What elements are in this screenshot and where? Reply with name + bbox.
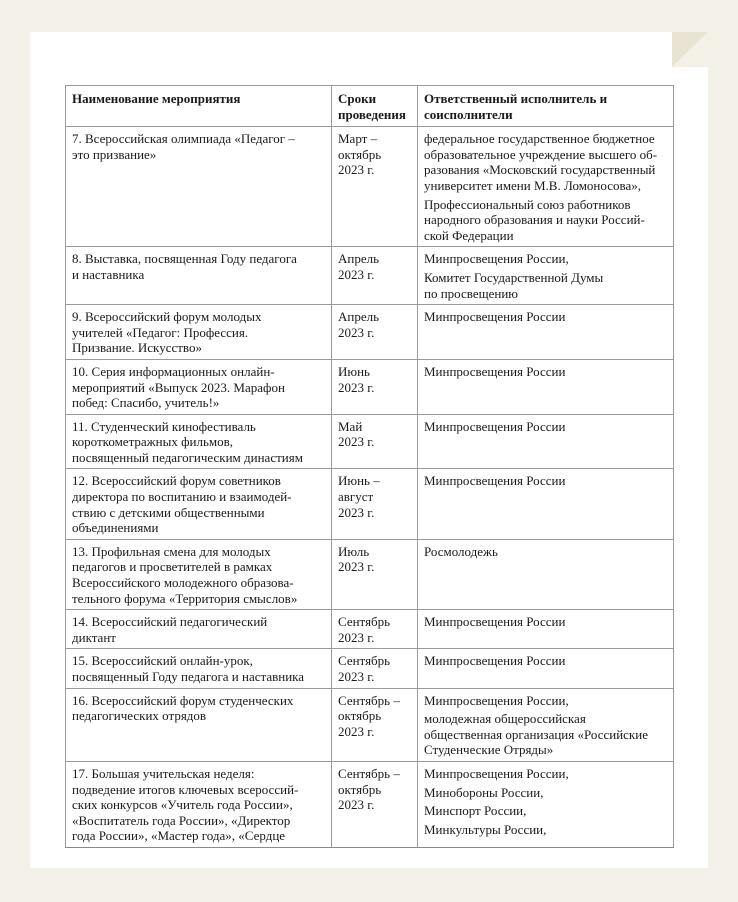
table-row: [66, 127, 674, 247]
responsible-entry: [424, 251, 667, 267]
dates-cell: [332, 305, 418, 360]
event-name-line: 15. Всероссийский онлайн-урок,: [72, 653, 253, 669]
event-name-line: и наставника: [72, 266, 145, 282]
dates-line: 2023 г.: [338, 162, 375, 178]
responsible-line: Минпросвещения России: [424, 309, 566, 325]
responsible-entry: [424, 614, 667, 630]
responsible-line: Студенческие Отряды»: [424, 742, 554, 758]
event-name-line: ствию с детскими общественными: [72, 504, 265, 520]
dates-line: октябрь: [338, 708, 382, 724]
event-name-line: 11. Студенческий кинофестиваль: [72, 418, 256, 434]
event-name-line: «Воспитатель года России», «Директор: [72, 812, 291, 828]
responsible-entry: [424, 766, 667, 782]
dates-cell: [332, 359, 418, 414]
responsible-entry: [424, 309, 667, 325]
dates-line: Июнь –: [338, 473, 380, 489]
dates-cell: [332, 414, 418, 469]
event-name-line: года России», «Мастер года», «Сердце: [72, 828, 286, 844]
responsible-entry: [424, 197, 667, 244]
dates-cell: [332, 649, 418, 688]
dates-line: Март –: [338, 131, 378, 147]
event-name-cell: [66, 127, 332, 247]
responsible-entry: [424, 822, 667, 838]
header-event-name-text: Наименование мероприятия: [72, 91, 241, 106]
responsible-entry: [424, 419, 667, 435]
dates-line: 2023 г.: [338, 723, 375, 739]
dates-cell: [332, 539, 418, 609]
responsible-line: университет имени М.В. Ломоносова»,: [424, 177, 641, 193]
event-name-line: 8. Выставка, посвященная Году педагога: [72, 251, 297, 267]
event-name-line: Призвание. Искусство»: [72, 340, 202, 356]
responsible-line: молодежная общероссийская: [424, 711, 586, 727]
responsible-line: Минпросвещения России: [424, 363, 566, 379]
responsible-line: федеральное государственное бюджетное: [424, 131, 655, 147]
event-name-cell: [66, 414, 332, 469]
event-name-line: педагогов и просветителей в рамках: [72, 559, 273, 575]
dates-line: 2023 г.: [338, 629, 375, 645]
dates-line: Сентябрь: [338, 614, 391, 630]
dates-line: август: [338, 489, 374, 505]
dates-line: 2023 г.: [338, 504, 375, 520]
event-name-line: директора по воспитанию и взаимодей-: [72, 489, 292, 505]
responsible-cell: [418, 247, 674, 305]
table-row: [66, 359, 674, 414]
responsible-entry: [424, 653, 667, 669]
dates-line: 2023 г.: [338, 669, 375, 684]
event-name-line: диктант: [72, 629, 116, 645]
responsible-cell: [418, 761, 674, 847]
responsible-entry: [424, 364, 667, 380]
responsible-line: Минпросвещения России: [424, 418, 566, 434]
table-header-row: [66, 86, 674, 127]
dates-line: Апрель: [338, 251, 380, 267]
header-dates-line: проведения: [338, 106, 406, 122]
responsible-cell: [418, 305, 674, 360]
responsible-line: Минпросвещения России,: [424, 251, 569, 267]
header-dates-line: Сроки: [338, 91, 377, 106]
events-table: [65, 85, 674, 848]
dates-cell: [332, 610, 418, 649]
dates-line: Сентябрь: [338, 653, 391, 669]
dates-line: 2023 г.: [338, 797, 375, 813]
responsible-cell: [418, 414, 674, 469]
responsible-cell: [418, 649, 674, 688]
event-name-line: подведение итогов ключевых всероссий-: [72, 781, 299, 797]
dates-line: 2023 г.: [338, 559, 375, 575]
responsible-entry: [424, 711, 667, 758]
event-name-line: 16. Всероссийский форум студенческих: [72, 692, 294, 708]
header-responsible: [418, 86, 674, 127]
responsible-line: Комитет Государственной Думы: [424, 269, 604, 285]
dates-line: октябрь: [338, 146, 382, 162]
dates-line: Сентябрь –: [338, 765, 400, 781]
responsible-cell: [418, 610, 674, 649]
responsible-entry: [424, 803, 667, 819]
responsible-cell: [418, 688, 674, 761]
table-row: [66, 610, 674, 649]
event-name-line: посвященный Году педагога и наставника: [72, 669, 305, 684]
responsible-line: Росмолодежь: [424, 543, 498, 559]
responsible-entry: [424, 270, 667, 301]
dates-cell: [332, 688, 418, 761]
responsible-line: общественная организация «Российские: [424, 726, 648, 742]
responsible-line: Минспорт России,: [424, 803, 527, 819]
responsible-line: ской Федерации: [424, 227, 514, 243]
responsible-line: Минпросвещения России: [424, 473, 566, 489]
event-name-line: это призвание»: [72, 146, 157, 162]
responsible-line: Минобороны России,: [424, 784, 544, 800]
responsible-line: образовательное учреждение высшего об-: [424, 146, 658, 162]
responsible-line: Минпросвещения России,: [424, 692, 569, 708]
table-row: [66, 305, 674, 360]
responsible-line: Минпросвещения России: [424, 653, 566, 669]
table-row: [66, 688, 674, 761]
event-name-line: Всероссийского молодежного образова-: [72, 575, 294, 591]
dates-cell: [332, 469, 418, 539]
event-name-line: 7. Всероссийская олимпиада «Педагог –: [72, 131, 295, 147]
event-name-line: 13. Профильная смена для молодых: [72, 543, 271, 559]
table-row: [66, 761, 674, 847]
dates-line: 2023 г.: [338, 379, 375, 395]
table-body: [66, 127, 674, 848]
event-name-line: 10. Серия информационных онлайн-: [72, 363, 275, 379]
responsible-entry: [424, 131, 667, 193]
table-row: [66, 469, 674, 539]
document-page: [30, 32, 708, 868]
dates-cell: [332, 761, 418, 847]
responsible-entry: [424, 473, 667, 489]
event-name-line: мероприятий «Выпуск 2023. Марафон: [72, 379, 285, 395]
dates-line: 2023 г.: [338, 434, 375, 450]
dates-line: октябрь: [338, 781, 382, 797]
header-responsible-line: и соисполнители: [424, 91, 608, 122]
responsible-line: народного образования и науки Россий-: [424, 212, 645, 228]
event-name-cell: [66, 539, 332, 609]
event-name-line: 12. Всероссийский форум советников: [72, 473, 281, 489]
event-name-cell: [66, 469, 332, 539]
header-event-name: [66, 86, 332, 127]
responsible-line: по просвещению: [424, 285, 518, 301]
event-name-line: 17. Большая учительская неделя:: [72, 765, 255, 781]
dates-line: Июль: [338, 543, 370, 559]
event-name-line: 14. Всероссийский педагогический: [72, 614, 268, 630]
dates-line: Май: [338, 418, 363, 434]
event-name-line: короткометражных фильмов,: [72, 434, 234, 450]
event-name-line: объединениями: [72, 520, 159, 536]
table-row: [66, 414, 674, 469]
responsible-line: Минпросвещения России: [424, 614, 566, 630]
event-name-line: ских конкурсов «Учитель года России»,: [72, 797, 293, 813]
dates-line: 2023 г.: [338, 324, 375, 340]
responsible-cell: [418, 127, 674, 247]
event-name-cell: [66, 761, 332, 847]
event-name-cell: [66, 688, 332, 761]
event-name-cell: [66, 305, 332, 360]
dates-line: Сентябрь –: [338, 692, 400, 708]
event-name-cell: [66, 610, 332, 649]
dates-line: Апрель: [338, 309, 380, 325]
event-name-cell: [66, 247, 332, 305]
responsible-entry: [424, 693, 667, 709]
responsible-line: разования «Московский государственный: [424, 162, 656, 178]
table-row: [66, 247, 674, 305]
page-fold-corner: [672, 32, 708, 67]
event-name-cell: [66, 649, 332, 688]
responsible-cell: [418, 539, 674, 609]
event-name-line: педагогических отрядов: [72, 708, 207, 724]
event-name-line: побед: Спасибо, учитель!»: [72, 395, 220, 411]
event-name-cell: [66, 359, 332, 414]
dates-line: Июнь: [338, 363, 370, 379]
responsible-cell: [418, 359, 674, 414]
responsible-line: Минкультуры России,: [424, 821, 547, 837]
dates-cell: [332, 127, 418, 247]
dates-cell: [332, 247, 418, 305]
responsible-entry: [424, 544, 667, 560]
header-responsible-line: Ответственный исполнитель: [424, 91, 597, 106]
responsible-entry: [424, 785, 667, 801]
event-name-line: тельного форума «Территория смыслов»: [72, 590, 298, 606]
responsible-line: Минпросвещения России,: [424, 765, 569, 781]
responsible-line: Профессиональный союз работников: [424, 196, 631, 212]
event-name-line: 9. Всероссийский форум молодых: [72, 309, 262, 325]
responsible-cell: [418, 469, 674, 539]
dates-line: 2023 г.: [338, 266, 375, 282]
event-name-line: учителей «Педагог: Профессия.: [72, 324, 249, 340]
table-row: [66, 649, 674, 688]
event-name-line: посвященный педагогическим династиям: [72, 449, 303, 465]
header-dates: [332, 86, 418, 127]
table-row: [66, 539, 674, 609]
